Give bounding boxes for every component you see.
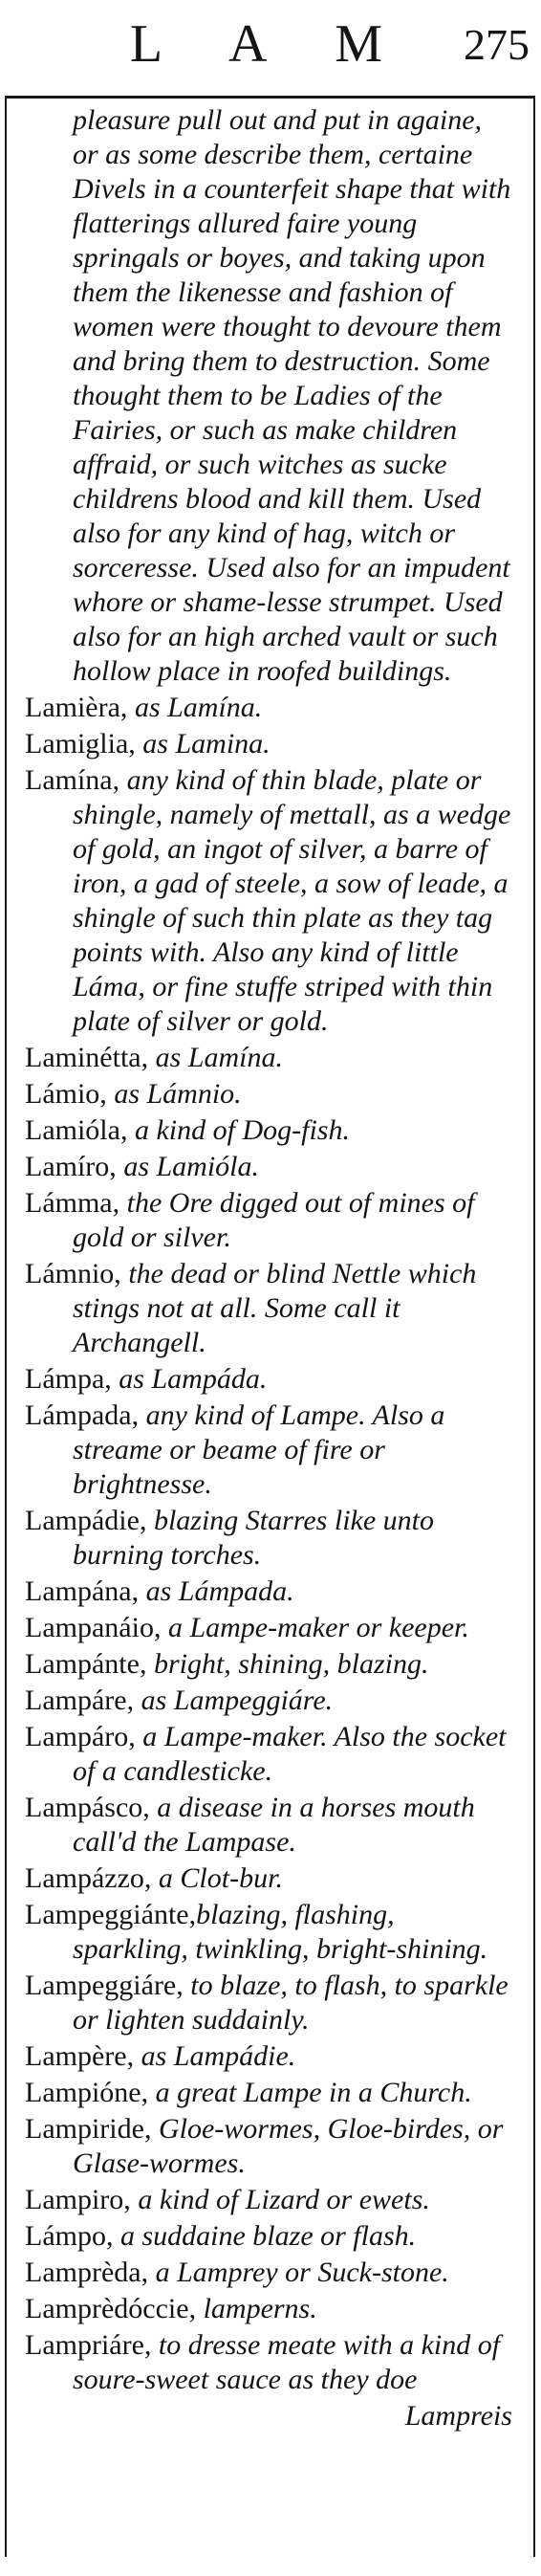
headword: Lamíro, <box>25 1151 117 1182</box>
definition: any kind of Lampe. Also a streame or beame of fire or brightnesse. <box>73 1399 445 1500</box>
definition: to blaze, to flash, to sparkle or lighten suddainly. <box>73 1970 509 2036</box>
headword: Lampeggiánte, <box>25 1899 197 1930</box>
dictionary-entry <box>25 1720 512 1789</box>
dictionary-entry <box>25 691 512 725</box>
running-head-title: L A M <box>129 14 412 74</box>
definition: as Lampáda. <box>111 1363 268 1395</box>
headword: Lámpada, <box>25 1399 140 1431</box>
frame-rule-left <box>5 96 7 2557</box>
headword: Lamína, <box>25 764 120 796</box>
definition: the Ore digged out of mines of gold or silver. <box>73 1187 475 1253</box>
headword: Lampásco, <box>25 1792 150 1823</box>
frame-rule-right <box>533 96 535 2557</box>
definition: Gloe-wormes, Gloe-birdes, or Glase-wormes. <box>73 2113 504 2179</box>
dictionary-entry <box>25 1969 512 2037</box>
headword: Lampeggiáre, <box>25 1970 184 2001</box>
headword: Lampánte, <box>25 1648 147 1680</box>
definition: blazing Starres like unto burning torches. <box>73 1505 434 1571</box>
dictionary-entry <box>25 1041 512 1075</box>
dictionary-entry <box>25 1861 512 1896</box>
headword: Lamprèda, <box>25 2257 149 2288</box>
dictionary-entry <box>25 1898 512 1967</box>
definition: a kind of Dog-fish. <box>127 1114 350 1146</box>
dictionary-entry <box>25 1611 512 1645</box>
headword: Lámma, <box>25 1187 120 1219</box>
dictionary-entry <box>25 2183 512 2217</box>
headword: Lamièra, <box>25 692 128 723</box>
headword: Lámpo, <box>25 2220 114 2252</box>
headword: Lampádie, <box>25 1505 147 1536</box>
dictionary-entry <box>25 1186 512 1255</box>
headword: Lampána, <box>25 1575 140 1607</box>
dictionary-entry <box>25 1791 512 1860</box>
definition: as Lámnio. <box>106 1078 242 1110</box>
headword: Lampáro, <box>25 1721 136 1752</box>
dictionary-entry <box>25 763 512 1039</box>
dictionary-entry <box>25 2292 512 2326</box>
dictionary-entry <box>25 2112 512 2181</box>
definition: a disease in a horses mouth call'd the Lampase. <box>73 1792 475 1858</box>
headword: Lámnio, <box>25 1258 121 1289</box>
dictionary-entry <box>25 1113 512 1148</box>
headword: Laminétta, <box>25 1042 149 1073</box>
definition: a suddaine blaze or flash. <box>113 2220 417 2252</box>
page-number: 275 <box>464 20 530 69</box>
frame-rule-top <box>5 96 535 99</box>
definition: to dresse meate with a kind of soure-sweet sauce as they doe <box>73 2329 501 2395</box>
headword: Lampère, <box>25 2040 135 2072</box>
definition: as Lamína. <box>127 692 263 723</box>
catchword: Lampreis <box>404 2400 512 2432</box>
dictionary-entry <box>25 1647 512 1682</box>
definition: as Lampádie. <box>134 2040 296 2072</box>
headword: Lampázzo, <box>25 1862 152 1894</box>
dictionary-entry <box>25 2328 512 2397</box>
definition: as Lamina. <box>135 728 270 760</box>
definition: lamperns. <box>196 2293 317 2324</box>
headword: Lampáre, <box>25 1684 135 1716</box>
dictionary-entry <box>25 2076 512 2110</box>
headword: Lamióla, <box>25 1114 128 1146</box>
headword: Lampanáio, <box>25 1612 162 1643</box>
dictionary-entry <box>25 2219 512 2254</box>
dictionary-entry <box>25 2256 512 2290</box>
definition: as Lampeggiáre. <box>134 1684 334 1716</box>
dictionary-entry <box>25 1504 512 1573</box>
dictionary-entry <box>25 2039 512 2074</box>
headword: Lamprèdóccie, <box>25 2293 197 2324</box>
entry-column <box>25 103 512 2433</box>
definition: a Lamprey or Suck-stone. <box>148 2257 449 2288</box>
definition: bright, shining, blazing. <box>146 1648 429 1680</box>
headword: Lampióne, <box>25 2077 149 2108</box>
dictionary-entry <box>25 1574 512 1609</box>
dictionary-entry <box>25 1077 512 1112</box>
definition: blazing, flashing, sparkling, twinkling, bright-shining. <box>73 1899 488 1965</box>
definition: a Clot-bur. <box>151 1862 283 1894</box>
definition: a kind of Lizard or ewets. <box>130 2184 430 2215</box>
headword: Lámio, <box>25 1078 107 1110</box>
dictionary-entry <box>25 1257 512 1360</box>
dictionary-entry <box>25 1684 512 1718</box>
definition: as Lamína. <box>148 1042 283 1073</box>
dictionary-entry <box>25 1362 512 1397</box>
dictionary-entry <box>25 103 512 689</box>
dictionary-entry <box>25 1398 512 1502</box>
headword: Lampriáre, <box>25 2329 152 2361</box>
dictionary-entry <box>25 1150 512 1184</box>
definition: a Lampe-maker. Also the socket of a candlesticke. <box>73 1721 507 1787</box>
headword: Lampiride, <box>25 2113 152 2145</box>
headword: Lámpa, <box>25 1363 112 1395</box>
definition: as Lamióla. <box>116 1151 260 1182</box>
definition: the dead or blind Nettle which stings not at all. Some call it Archangell. <box>73 1258 477 1358</box>
headword: Lampiro, <box>25 2184 131 2215</box>
definition: as Lámpada. <box>139 1575 294 1607</box>
definition: a Lampe-maker or keeper. <box>161 1612 469 1643</box>
definition: pleasure pull out and put in againe, or as some describe them, certaine Divels in a counterfeit shape that with flatterings allured faire young springals or boyes, and taking upon them the likenesse and fashion of women were thought to devoure them and bring them to destruction. Some thought them to be Ladies of the Fairies, or such as make children affraid, or such witches as sucke childrens blood and kill them. Used also for any kind of hag, witch or sorceresse. Used also for an impudent whore or shame-lesse strumpet. Used also for an high arched vault or such hollow place in roofed buildings. <box>73 104 511 687</box>
dictionary-entry <box>25 727 512 761</box>
headword: Lamiglia, <box>25 728 136 760</box>
definition: any kind of thin blade, plate or shingle, namely of mettall, as a wedge of gold, an ingot of silver, a barre of iron, a gad of steele, a sow of leade, a shingle of such thin plate as they tag points with. Also any kind of little Láma, or fine stuffe striped with thin plate of silver or gold. <box>73 764 511 1037</box>
definition: a great Lampe in a Church. <box>148 2077 472 2108</box>
